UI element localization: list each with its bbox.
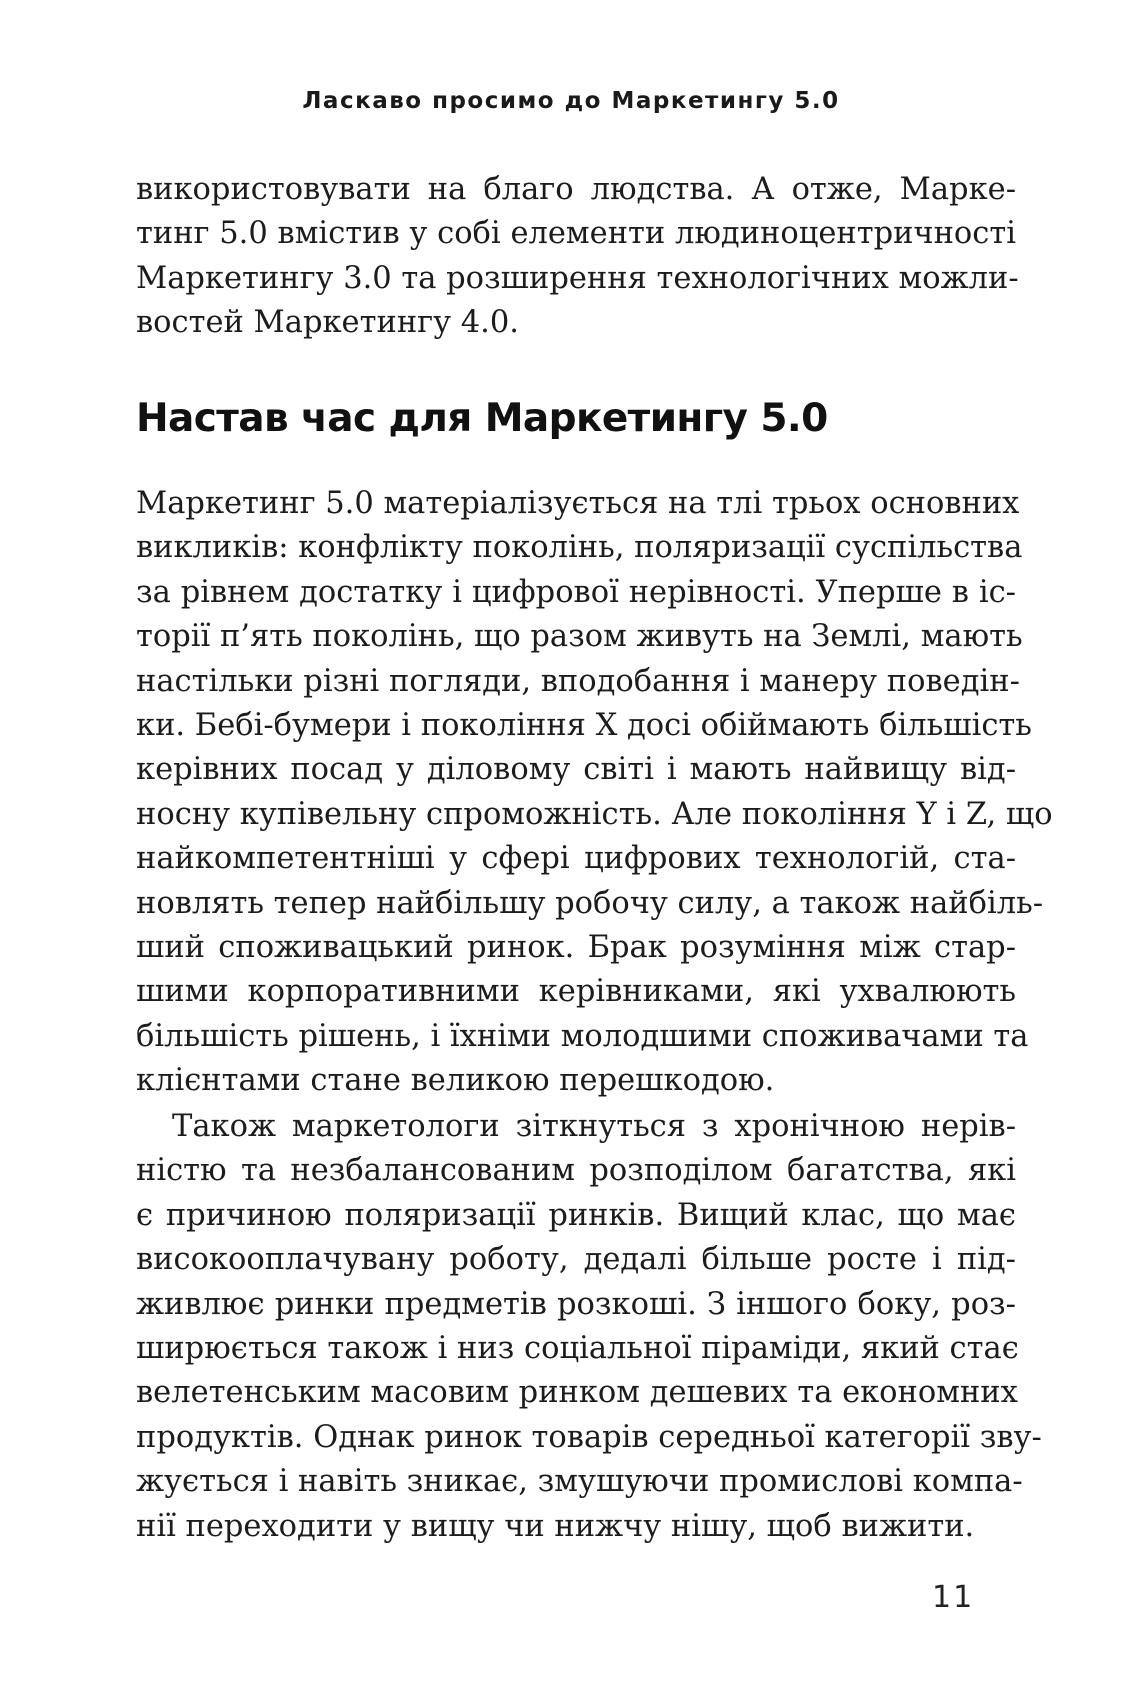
paragraph-line: торії п’ять поколінь, що разом живуть на Землі, мають: [136, 619, 1023, 655]
paragraph-line: Також маркетологи зіткнуться з хронічною нерів-: [172, 1109, 1016, 1144]
paragraph-line: тинг 5.0 вмістив у собі елементи людиноцентричності: [136, 216, 1016, 252]
paragraph-line: ки. Бебі-бумери і покоління X досі обіймають більшість: [136, 708, 1032, 744]
paragraph-line: більшість рішень, і їхніми молодшими споживачами та: [136, 1018, 1029, 1054]
paragraph-line: шими корпоративними керівниками, які ухвалюють: [136, 974, 1016, 1010]
paragraph-line: новлять тепер найбільшу робочу силу, а також найбіль-: [136, 885, 1044, 921]
paragraph-line: ширюється також і низ соціальної піраміди, який стає: [136, 1331, 1019, 1367]
paragraph-line: велетенським масовим ринком дешевих та економних: [136, 1375, 1018, 1411]
paragraph-line: востей Маркетингу 4.0.: [136, 305, 519, 341]
paragraph-line: високооплачувану роботу, дедалі більше росте і під-: [136, 1242, 1016, 1278]
paragraph-3: [136, 1105, 1042, 1549]
paragraph-line: продуктів. Однак ринок товарів середньої категорії зву-: [136, 1419, 1042, 1455]
paragraph-line: Маркетингу 3.0 та розширення технологічних можли-: [136, 260, 1019, 296]
paragraph-line: нії переходити у вищу чи нижчу нішу, щоб вижити.: [136, 1508, 975, 1544]
paragraph-line: ший споживацький ринок. Брак розуміння між стар-: [136, 930, 1016, 966]
paragraph-line: ністю та незбалансованим розподілом багатства, які: [136, 1153, 1016, 1189]
page-number: 11: [932, 1580, 975, 1615]
paragraph-line: є причиною поляризації ринків. Вищий клас, що має: [136, 1197, 1016, 1233]
paragraph-line: клієнтами стане великою перешкодою.: [136, 1063, 775, 1099]
running-head: Ласкаво просимо до Маркетингу 5.0: [302, 88, 840, 114]
paragraph-line: викликів: конфлікту поколінь, поляризації суспільства: [136, 530, 1023, 566]
paragraph-1: [136, 168, 1019, 346]
paragraph-line: за рівнем достатку і цифрової нерівності. Уперше в іс-: [136, 574, 1016, 610]
paragraph-line: використовувати на благо людства. А отже, Марке-: [136, 172, 1016, 207]
paragraph-2: [136, 482, 1053, 1104]
section-heading: Настав час для Маркетингу 5.0: [136, 396, 828, 441]
paragraph-line: настільки різні погляди, вподобання і манеру поведін-: [136, 663, 1020, 699]
paragraph-line: керівних посад у діловому світі і мають найвищу від-: [136, 752, 1016, 788]
paragraph-line: найкомпетентніші у сфері цифрових технологій, ста-: [136, 841, 1016, 877]
paragraph-line: живлює ринки предметів розкоші. З іншого боку, роз-: [136, 1286, 1016, 1322]
paragraph-line: Маркетинг 5.0 матеріалізується на тлі трьох основних: [136, 486, 1020, 521]
paragraph-line: носну купівельну спроможність. Але покоління Y і Z, що: [136, 796, 1053, 832]
paragraph-line: жується і навіть зникає, змушуючи промислові компа-: [136, 1464, 1023, 1500]
